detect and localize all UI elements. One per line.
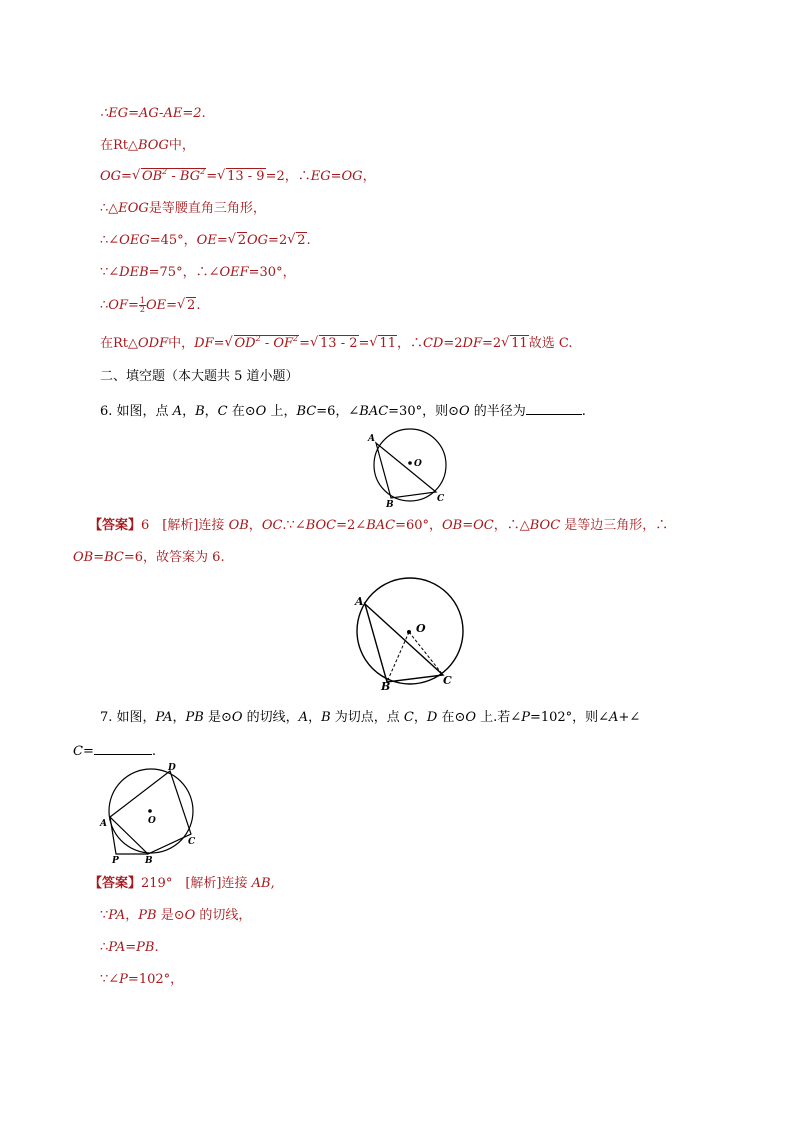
solution-line-2 [100,137,195,155]
text: 6. 如图，点 [100,404,173,419]
text: =2 [481,336,502,351]
text: - BG [167,169,201,184]
text: BC [296,404,317,419]
text: , [270,876,275,891]
answer-7-line-1 [89,875,275,893]
text: D [426,710,438,725]
label-a: A [100,819,107,829]
text: =2 [443,336,463,351]
text: A [172,404,183,419]
text: B [321,710,331,725]
text: OE [196,233,217,248]
exponent: 2 [255,334,261,343]
text: 在⊙ [437,710,466,725]
answer-6-line-2 [73,549,225,567]
text: =30°， [248,265,296,280]
text: . [154,940,159,955]
label-d: D [168,763,176,773]
text: ，∴ [396,336,423,351]
question-7-line-2 [73,741,156,761]
text: 219° [解析]连接 [141,876,252,891]
text: 的切线， [242,710,299,725]
label-b: B [381,680,391,692]
text: 是等边三角形，∴ [560,518,669,533]
radicand: 2 [297,233,306,248]
circle-o [374,429,446,501]
center-point [407,630,411,634]
answer-7-line-3 [100,939,159,957]
label-c: C [188,837,196,847]
text: 上.若∠ [476,710,522,725]
solution-line-6 [100,264,296,282]
answer-tag: 【答案】 [89,518,142,533]
text: ODF [138,336,169,351]
text: BOG [138,138,169,153]
text: DEB [119,265,149,280]
sqrt-expression [287,232,306,250]
text: =30°，则⊙ [388,404,459,419]
text: = [82,744,94,759]
text: ， [362,169,376,184]
text: PB [185,710,204,725]
question-6-figure [365,428,457,510]
sqrt-expression [228,232,247,250]
text: = [216,233,228,248]
text: = [93,550,105,565]
exponent: 2 [293,334,299,343]
text: . [151,744,156,759]
text: 是⊙ [203,710,232,725]
radicand: 11 [379,336,396,351]
radicand: 2 [237,233,246,248]
text: O [184,908,196,923]
label-c: C [443,674,452,687]
text: DF [194,336,214,351]
text: O [465,710,477,725]
sqrt-expression [225,335,300,353]
section-title: 二、填空题（本大题共 5 道小题） [100,369,299,384]
text: 中， [168,336,195,351]
text: BAC [366,518,396,533]
text: = [358,336,370,351]
text: =45°， [149,233,197,248]
solution-line-4 [100,200,266,218]
text: =6，∠ [316,404,360,419]
radicand: 2 [187,298,196,313]
text: 为切点，点 [330,710,404,725]
text: =6，故答案为 6. [123,550,225,565]
text: =2∠ [336,518,367,533]
text: =2 [268,233,288,248]
text: 6 [解析]连接 [141,518,229,533]
text: PA [108,908,126,923]
fraction [139,297,146,314]
text: ∴∠ [100,233,120,248]
text: OE [145,298,167,313]
sqrt-expression [132,168,206,186]
segment-ob [387,632,409,682]
question-6 [100,401,586,421]
text: OG [247,233,269,248]
text: OG= [100,169,132,184]
text: ， [172,710,186,725]
sqrt-expression [217,168,265,186]
text: ∵ [100,908,109,923]
answer-6-figure [350,576,472,692]
text: = [462,518,474,533]
text: - OF [260,336,294,351]
text: 的半径为 [469,404,526,419]
text: 上， [266,404,297,419]
text: ， [182,404,196,419]
answer-tag: 【答案】 [89,876,142,891]
text: +∠ [618,710,641,725]
text: ∴EG=AG-AE=2. [100,106,206,121]
text: . [306,233,311,248]
text: EOG [118,201,149,216]
text: = [127,298,139,313]
numerator: 1 [139,296,145,305]
text: .∵∠ [282,518,306,533]
text: ∴ [100,940,109,955]
text: 中， [168,138,195,153]
text: 故选 C. [528,336,573,351]
center-point [408,461,412,465]
text: OEF [219,265,249,280]
solution-line-3 [100,168,376,186]
text: ，∴△ [493,518,530,533]
text: =102°， [127,972,184,987]
text: OC [261,518,283,533]
label-a: A [368,434,375,444]
text: C [403,710,414,725]
text: = [166,298,178,313]
solution-line-8 [100,335,572,353]
text: = [299,336,311,351]
segment-oc [409,632,443,675]
text: ， [248,518,262,533]
text: =75°，∴∠ [148,265,220,280]
label-a: A [355,595,364,608]
label-p: P [112,856,119,864]
text: =2，∴ [265,169,311,184]
question-7-line-1 [100,709,640,727]
text: PA [155,710,173,725]
sqrt-expression [501,335,529,353]
text: OD [234,336,256,351]
text: OB [442,518,463,533]
text: OB [73,550,94,565]
text: ， [125,908,139,923]
text: AB [251,876,271,891]
text: ， [308,710,322,725]
text: = [213,336,225,351]
text: OC [473,518,494,533]
text: O [458,404,470,419]
text: 的切线， [195,908,252,923]
text: BC [104,550,124,565]
answer-blank [526,401,582,415]
radicand: 13 - 9 [227,169,265,184]
label-o: O [148,816,156,826]
text: A [609,710,619,725]
text: ∴ [100,298,109,313]
text: B [195,404,205,419]
text: PB [136,940,155,955]
solution-line-1 [100,105,206,123]
text: ， [413,710,427,725]
text: OB [228,518,249,533]
text: BOC [305,518,337,533]
text: = [125,940,137,955]
text: P [119,972,128,987]
answer-blank [94,741,152,755]
label-b: B [145,856,153,864]
text: A [298,710,309,725]
text: O [231,710,243,725]
text: ， [204,404,218,419]
text: CD [422,336,444,351]
answer-7-line-4 [100,971,183,989]
text: OF [108,298,128,313]
center-point [148,809,152,813]
answer-7-line-2 [100,907,251,925]
text: P [521,710,530,725]
text: C [217,404,228,419]
triangle-abc [376,443,436,498]
text: =102°，则∠ [529,710,610,725]
label-o: O [416,622,426,635]
text: 是等腰直角三角形， [148,201,266,216]
text: DF [462,336,482,351]
solution-line-5 [100,232,311,250]
text: BAC [359,404,389,419]
sqrt-expression [177,297,196,315]
text: ∵∠ [100,265,120,280]
text: O [255,404,267,419]
radicand: 11 [511,336,528,351]
sqrt-expression [310,335,358,353]
solution-line-7 [100,297,200,315]
text: 在⊙ [227,404,256,419]
denominator: 2 [139,305,145,314]
label-b: B [386,500,394,510]
text: 在Rt△ [100,138,139,153]
text: OB [141,169,163,184]
text: EG=OG [310,169,363,184]
text: =60°， [395,518,443,533]
radicand: 13 - 2 [320,336,358,351]
sqrt-expression [369,335,397,353]
text: ∴△ [100,201,119,216]
text: PA [108,940,126,955]
exponent: 2 [200,167,206,176]
text: . [581,404,586,419]
text: C [73,744,83,759]
text: PB [138,908,157,923]
text: BOC [529,518,561,533]
label-o: O [414,459,422,469]
exponent: 2 [162,167,168,176]
text: OEG [119,233,150,248]
text: 7. 如图， [100,710,156,725]
text: = [206,169,218,184]
text: 在Rt△ [100,336,139,351]
label-c: C [437,494,445,504]
text: . [196,298,201,313]
text: 是⊙ [156,908,185,923]
text: ∵∠ [100,972,120,987]
question-7-figure [96,760,202,864]
answer-6-line-1 [89,517,668,535]
